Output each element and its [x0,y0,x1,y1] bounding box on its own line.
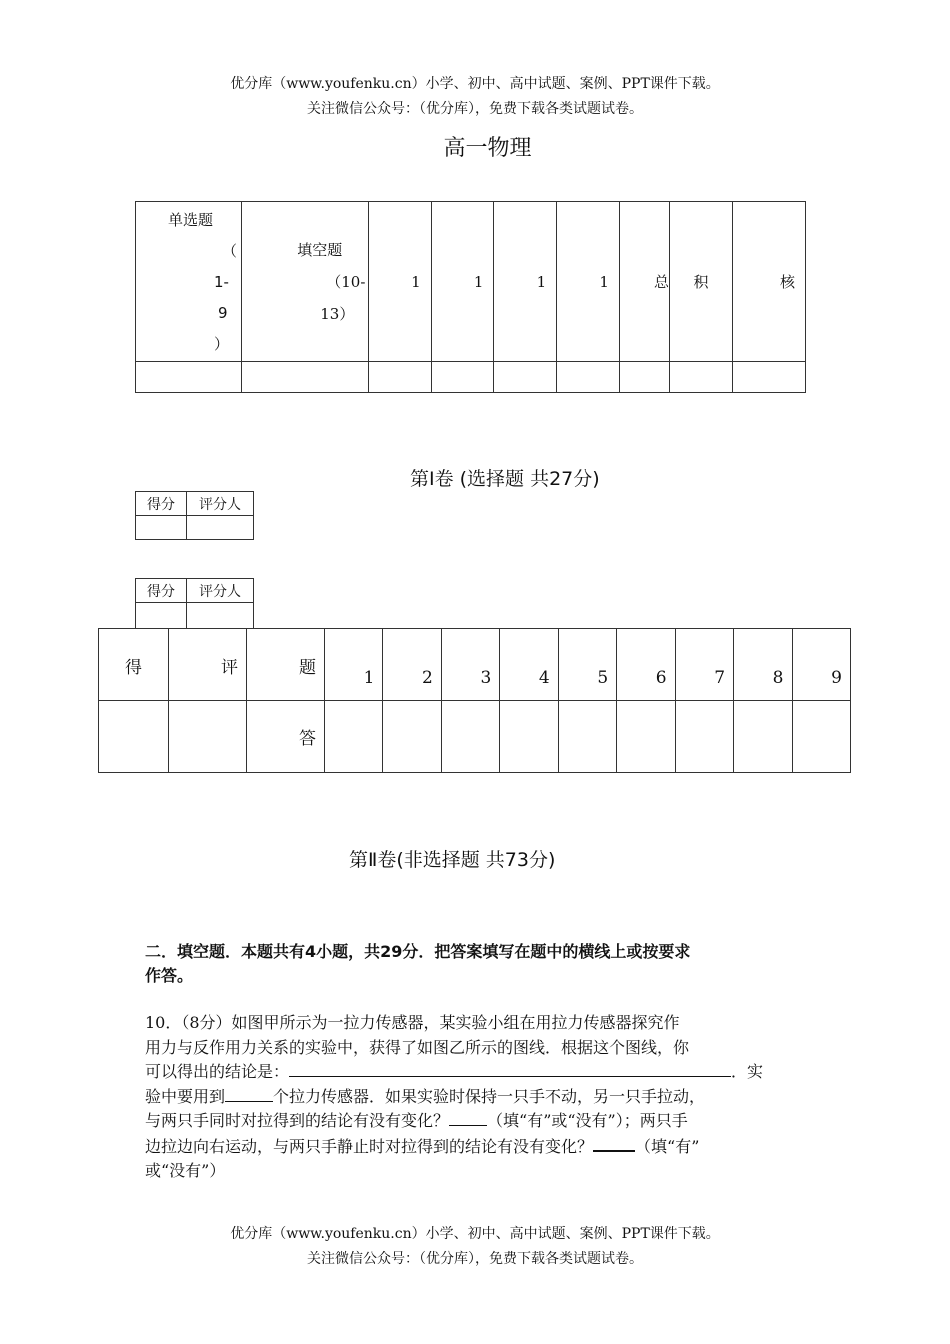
answer-table [98,628,851,773]
q10-line-1: 10．（8分）如图甲所示为一拉力传感器，某实验小组在用拉力传感器探究作 [145,1013,680,1032]
summary-blank-row [136,362,806,393]
answer-header-row [99,629,851,701]
question-number-5: 5 [558,629,616,701]
answer-cell[interactable] [325,701,383,773]
col1-text-4: ） [214,335,230,353]
page-title: 高一物理 [443,136,532,161]
col-fill-blank [242,202,369,362]
blank-cell[interactable] [670,362,733,393]
change-blank-1[interactable] [449,1109,487,1126]
question-number-2: 2 [383,629,441,701]
answer-cell[interactable] [441,701,499,773]
section2-line-2: 作答。 [145,966,194,985]
q10-line-6a: 边拉边向右运动，与两只手静止时对拉得到的结论有没有变化？ [145,1136,594,1156]
answer-row [99,701,851,773]
num-cell-4: 1 [557,202,620,362]
q10-line-4 [145,1085,805,1110]
col2-text-2: 13） [320,304,355,323]
question-number-8: 8 [734,629,792,701]
question-10 [145,1011,805,1184]
check-cell: 核 [733,202,806,362]
question-number-9: 9 [792,629,851,701]
footer-line-2: 关注微信公众号：（优分库），免费下载各类试题试卷。 [307,1251,643,1267]
answer-cell[interactable] [617,701,675,773]
part1-heading: 第Ⅰ卷 (选择题 共27分) [410,468,600,490]
grader-cell[interactable] [169,701,247,773]
blank-cell[interactable] [368,362,431,393]
score-box-1 [135,491,254,540]
summary-score-table [135,201,806,393]
q10-line-5 [145,1109,805,1134]
question-number-3: 3 [441,629,499,701]
blank-cell[interactable] [733,362,806,393]
blank-cell[interactable] [619,362,669,393]
q10-line-4b: 个拉力传感器．如果实验时保持一只手不动，另一只手拉动， [273,1086,706,1106]
score-input-cell[interactable] [136,516,187,540]
q10-line-5b: （填“有”或“没有”）；两只手 [487,1111,688,1130]
answer-cell[interactable] [792,701,851,773]
q10-line-6b: （填“有” [635,1136,700,1156]
section2-instructions [145,940,825,988]
score-cell[interactable] [99,701,169,773]
part2-heading: 第Ⅱ卷(非选择题 共73分) [349,849,556,871]
q10-line-3a: 可以得出的结论是： [145,1062,290,1081]
conclusion-blank[interactable] [289,1060,731,1077]
blank-cell[interactable] [494,362,557,393]
score-box-2 [135,578,254,629]
header-line-2: 关注微信公众号：（优分库），免费下载各类试题试卷。 [307,101,643,117]
num-cell-3: 1 [494,202,557,362]
q10-line-3 [145,1060,805,1085]
blank-cell[interactable] [431,362,494,393]
col1-text-0: 单选题 [168,211,214,229]
col2-text-1: （10- [326,272,366,291]
summary-header-row [136,202,806,362]
grader-input-cell[interactable] [187,603,254,629]
product-cell: 积 [670,202,733,362]
q10-line-5a: 与两只手同时对拉得到的结论有没有变化？ [145,1111,450,1130]
col1-text-3: 9 [218,304,228,322]
blank-cell[interactable] [242,362,369,393]
col1-text-2: 1- [214,273,229,291]
answer-cell[interactable] [734,701,792,773]
grader-input-cell[interactable] [187,516,254,540]
answer-cell[interactable] [675,701,733,773]
num-cell-2: 1 [431,202,494,362]
blank-cell[interactable] [136,362,242,393]
q10-line-3b: ．实 [731,1062,764,1081]
q10-line-2: 用力与反作用力关系的实验中，获得了如图乙所示的图线．根据这个图线，你 [145,1037,690,1057]
q10-line-6 [145,1134,805,1160]
question-header: 题 [247,629,325,701]
col2-text-0: 填空题 [297,240,343,259]
col1-text-1: （ [222,242,238,260]
question-number-4: 4 [500,629,558,701]
score-header: 得 [99,629,169,701]
question-number-6: 6 [617,629,675,701]
col-single-choice [136,202,242,362]
section2-line-1: 二．填空题．本题共有4小题，共29分．把答案填写在题中的横线上或按要求 [145,942,691,961]
answer-cell[interactable] [383,701,441,773]
score-label: 得分 [136,579,187,603]
grader-header: 评 [169,629,247,701]
grader-label: 评分人 [187,579,254,603]
q10-line-4a: 验中要用到 [145,1086,226,1106]
footer-line-1: 优分库（www.youfenku.cn）小学、初中、高中试题、案例、PPT课件下载。 [230,1226,720,1242]
grader-label: 评分人 [187,492,254,516]
header-line-1: 优分库（www.youfenku.cn）小学、初中、高中试题、案例、PPT课件下载。 [230,76,720,92]
answer-label: 答 [247,701,325,773]
score-input-cell[interactable] [136,603,187,629]
answer-cell[interactable] [500,701,558,773]
num-cell-1: 1 [368,202,431,362]
blank-cell[interactable] [557,362,620,393]
question-number-1: 1 [325,629,383,701]
question-number-7: 7 [675,629,733,701]
change-blank-2[interactable] [593,1134,635,1152]
score-label: 得分 [136,492,187,516]
q10-line-7: 或“没有”） [145,1161,226,1180]
total-cell: 总 [619,202,669,362]
sensor-count-blank[interactable] [225,1085,273,1102]
answer-cell[interactable] [558,701,616,773]
